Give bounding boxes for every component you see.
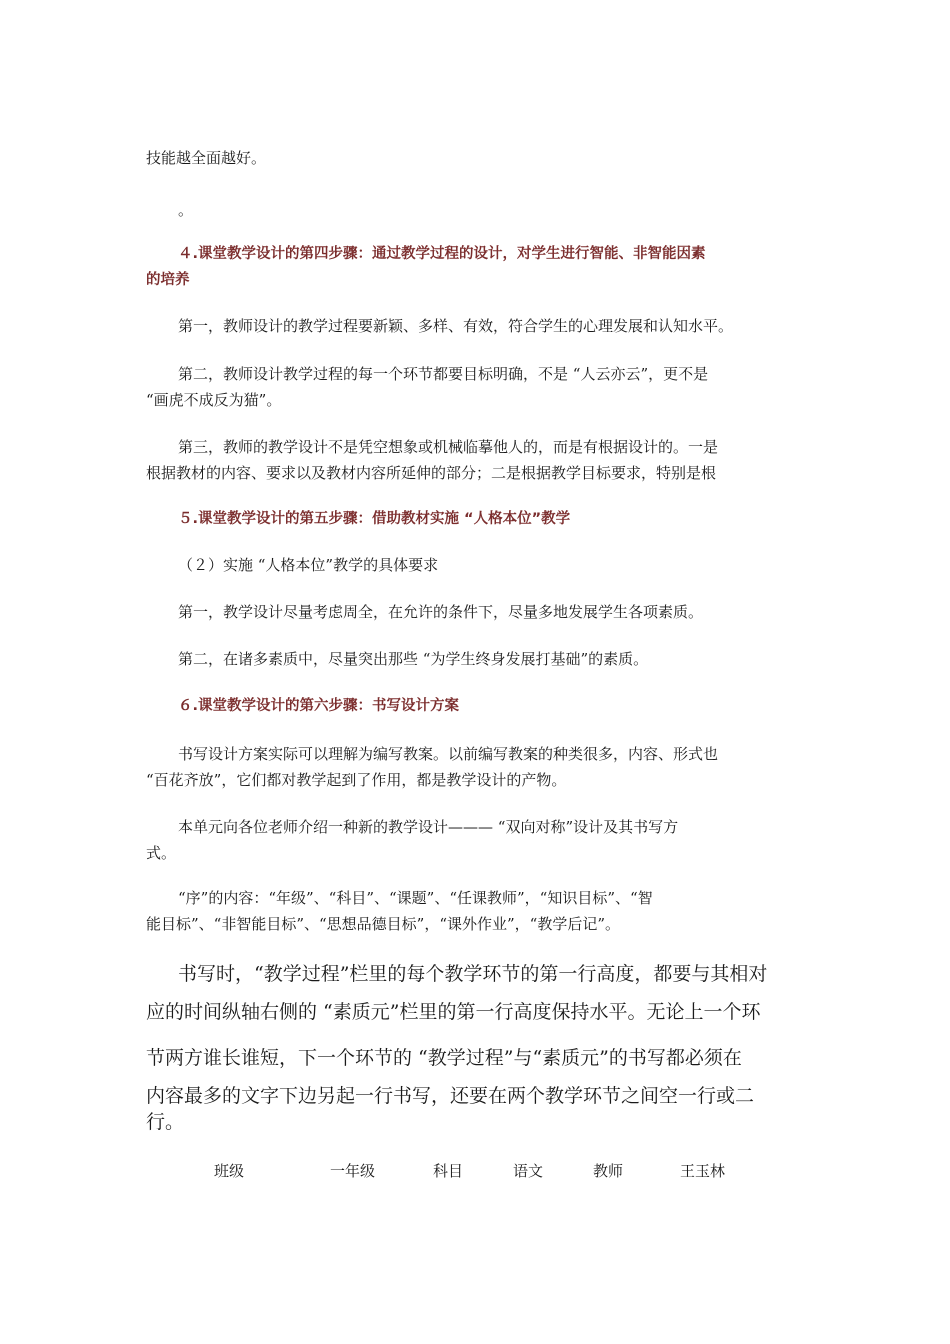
subject-value: 语文 [513,1162,544,1180]
paragraph-line: “百花齐放”，它们都对教学起到了作用，都是教学设计的产物。 [146,771,567,789]
paragraph: 第一，教学设计尽量考虑周全，在允许的条件下，尽量多地发展学生各项素质。 [178,603,704,621]
paragraph-line: 第二，教师设计教学过程的每一个环节都要目标明确，不是 “人云亦云”，更不是 [178,365,709,383]
paragraph: 第一，教师设计的教学过程要新颖、多样、有效，符合学生的心理发展和认知水平。 [178,317,734,335]
paragraph: 技能越全面越好。 [146,149,267,167]
section-heading-4-line2: 的培养 [146,272,190,288]
paragraph: （２）实施 “人格本位”教学的具体要求 [178,556,439,574]
paragraph-line-large: 应的时间纵轴右侧的 “素质元”栏里的第一行高度保持水平。无论上一个环 [146,1001,761,1023]
paragraph-line: 式。 [146,844,177,862]
paragraph-line-large: 行。 [146,1111,185,1133]
paragraph-line: 根据教材的内容、要求以及教材内容所延伸的部分；二是根据教学目标要求，特别是根 [146,464,717,482]
paragraph-line: 能目标”、“非智能目标”、“思想品德目标”，“课外作业”，“教学后记”。 [146,915,621,933]
paragraph-line: 第三，教师的教学设计不是凭空想象或机械临摹他人的，而是有根据设计的。一是 [178,438,719,456]
section-heading-6: ６.课堂教学设计的第六步骤：书写设计方案 [178,698,460,714]
class-value: 一年级 [330,1162,376,1180]
subject-label: 科目 [433,1162,464,1180]
paragraph-line-large: 书写时，“教学过程”栏里的每个教学环节的第一行高度，都要与其相对 [178,963,768,985]
paragraph: 。 [178,201,194,219]
section-heading-4-line1: ４.课堂教学设计的第四步骤：通过教学过程的设计，对学生进行智能、非智能因素 [178,246,706,262]
section-heading-5: ５.课堂教学设计的第五步骤：借助教材实施 “人格本位”教学 [178,511,571,527]
paragraph-line: “序”的内容：“年级”、“科目”、“课题”、“任课教师”，“知识目标”、“智 [178,889,653,907]
paragraph-line: 本单元向各位老师介绍一种新的教学设计——— “双向对称”设计及其书写方 [178,818,679,836]
paragraph-line: 书写设计方案实际可以理解为编写教案。以前编写教案的种类很多，内容、形式也 [178,745,719,763]
teacher-value: 王玉林 [680,1162,726,1180]
paragraph: 第二，在诸多素质中，尽量突出那些 “为学生终身发展打基础”的素质。 [178,650,649,668]
paragraph-line: “画虎不成反为猫”。 [146,391,282,409]
teacher-label: 教师 [593,1162,624,1180]
paragraph-line-large: 内容最多的文字下边另起一行书写，还要在两个教学环节之间空一行或二 [146,1085,755,1107]
class-label: 班级 [214,1162,245,1180]
paragraph-line-large: 节两方谁长谁短，下一个环节的 “教学过程”与“素质元”的书写都必须在 [146,1047,742,1069]
